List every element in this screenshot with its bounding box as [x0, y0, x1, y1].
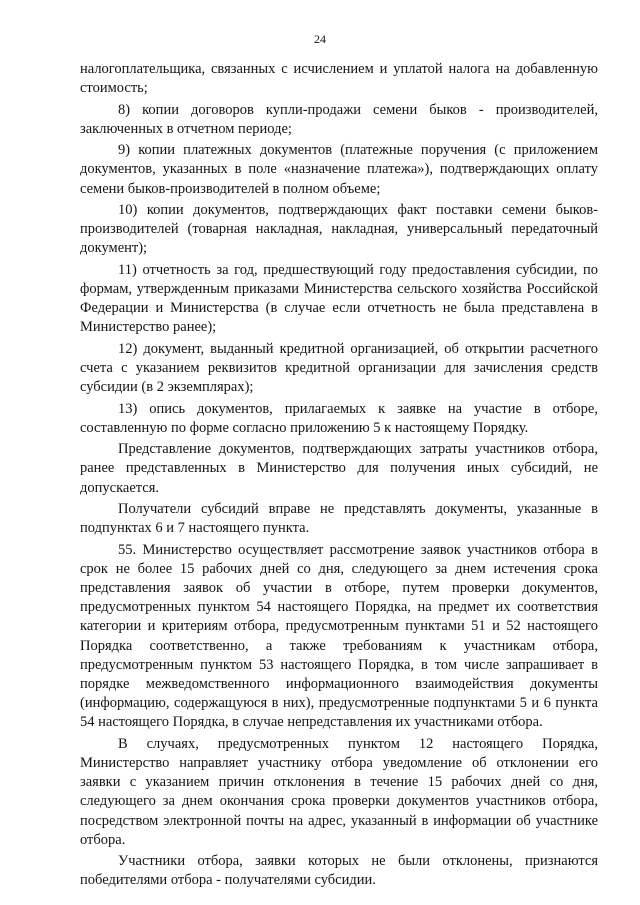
paragraph-item-10: 10) копии документов, подтверждающих факт поставки семени быков-производителей (товарная накладная, накладная, универсальный передаточный документ);: [80, 201, 598, 257]
document-body: [80, 60, 598, 893]
paragraph-item-13: 13) опись документов, прилагаемых к заявке на участие в отборе, составленную по форме согласно приложению 5 к настоящему Порядку.: [80, 400, 598, 436]
paragraph-rejection-notice: В случаях, предусмотренных пунктом 12 настоящего Порядка, Министерство направляет участнику отбора уведомление об отклонении его заявки с указанием причин отклонения в течение 15 рабочих дней со дня, следующего за днем окончания срока проверки документов участников отбора, посредством электронной почты на адрес, указанный в информации об участнике отбора.: [80, 735, 598, 848]
paragraph-recipients-note: Получатели субсидий вправе не представлять документы, указанные в подпунктах 6 и 7 настоящего пункта.: [80, 500, 598, 537]
paragraph-continuation: налогоплательщика, связанных с исчислением и уплатой налога на добавленную стоимость;: [80, 61, 598, 97]
page-number: 24: [314, 32, 326, 46]
paragraph-clause-55: 55. Министерство осуществляет рассмотрение заявок участников отбора в срок не более 15 рабочих дней со дня, следующего за днем истечения срока представления заявок об участии в отборе, путем проверки документов, предусмотренных пунктом 54 настоящего Порядка, на предмет их соответствия категории и критериям отбора, предусмотренным пунктами 51 и 52 настоящего Порядка соответственно, а также требованиям к участникам отбора, предусмотренным пунктом 53 настоящего Порядка, в том числе запрашивает в порядке межведомственного информационного взаимодействия документы (информацию, содержащуюся в них), предусмотренные подпунктами 5 и 6 пункта 54 настоящего Порядка, в случае непредставления их участниками отбора.: [80, 541, 598, 731]
paragraph-item-8: 8) копии договоров купли-продажи семени быков - производителей, заключенных в отчетном периоде;: [80, 101, 598, 137]
paragraph-winners: Участники отбора, заявки которых не были отклонены, признаются победителями отбора - получателями субсидии.: [80, 853, 598, 889]
paragraph-item-12: 12) документ, выданный кредитной организацией, об открытии расчетного счета с указанием реквизитов кредитной организации для зачисления средств субсидии (в 2 экземплярах);: [80, 340, 598, 396]
paragraph-item-11: 11) отчетность за год, предшествующий году предоставления субсидии, по формам, утвержденным приказами Министерства сельского хозяйства Российской Федерации и Министерства (в случае если отчетность не была представлена в Министерство ранее);: [80, 261, 598, 336]
paragraph-item-9: 9) копии платежных документов (платежные поручения (с приложением документов, указанных в поле «назначение платежа»), подтверждающих оплату семени быков-производителей в полном объеме;: [80, 142, 598, 197]
paragraph-documents-note: Представление документов, подтверждающих затраты участников отбора, ранее представленных в Министерство для получения иных субсидий, не допускается.: [80, 441, 598, 496]
